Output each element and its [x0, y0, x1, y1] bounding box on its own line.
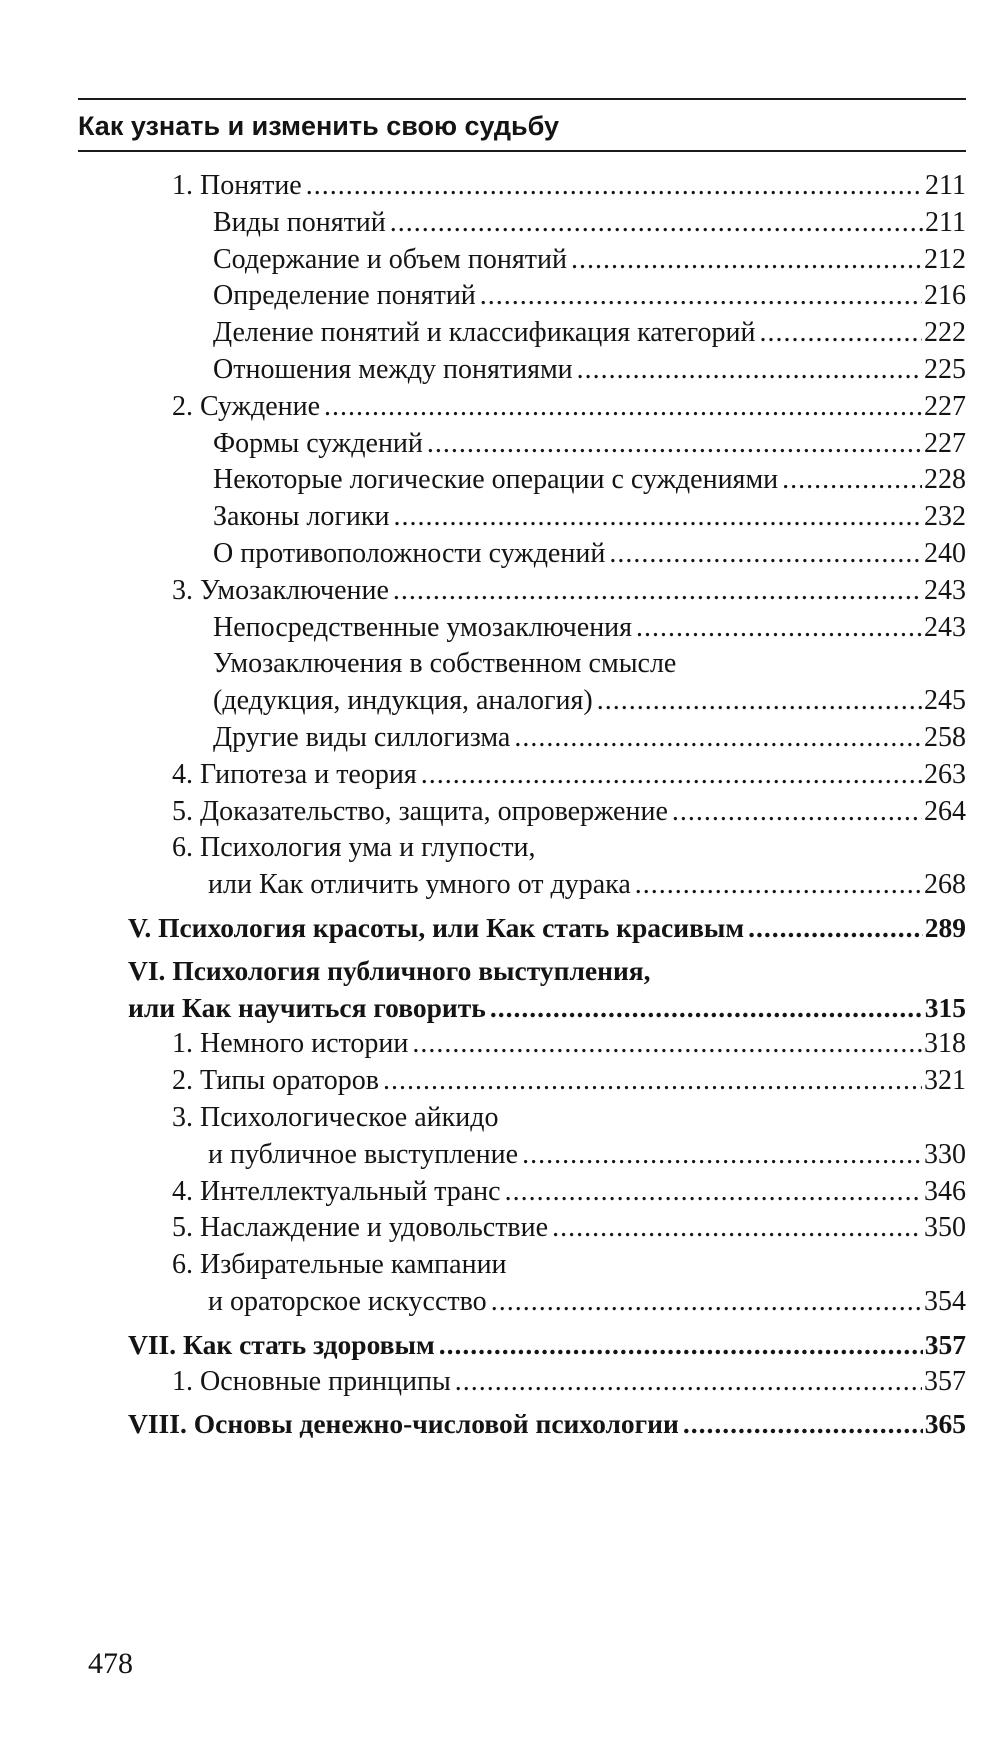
toc-entry-text: О противоположности суждений [213, 538, 606, 569]
toc-entry-title [213, 720, 514, 756]
toc-entry-title [213, 352, 577, 388]
toc-entry-title [208, 867, 635, 903]
running-head: Как узнать и изменить свою судьбу [78, 111, 559, 141]
toc-entry-page: 222 [924, 317, 966, 349]
dot-leader [383, 1063, 922, 1099]
toc-entry-number: 1. [172, 1028, 200, 1060]
toc-entry-title [172, 794, 672, 830]
dot-leader [552, 1210, 922, 1246]
toc-entry-page: 346 [924, 1175, 966, 1207]
toc-entry [172, 1210, 966, 1246]
toc-entry-text: Деление понятий и классификация категорий [213, 317, 756, 349]
toc-entry-page: 354 [924, 1286, 966, 1317]
toc-entry-page: 211 [925, 206, 966, 238]
toc-entry [213, 462, 966, 498]
toc-entry-number: 3. [172, 1102, 200, 1133]
toc-entry-number: 3. [172, 574, 200, 606]
toc-entry-text: Основные принципы [200, 1365, 451, 1397]
toc-entry-title [213, 242, 571, 278]
toc-entry-page: 211 [925, 170, 966, 201]
dot-leader [393, 499, 922, 535]
toc-entry-text: и ораторское искусство [208, 1286, 487, 1317]
toc-entry-text: Понятие [200, 170, 302, 201]
toc-entry-page: 225 [924, 354, 966, 385]
toc-entry-text: Как стать здоровым [183, 1328, 435, 1360]
toc-entry-title [172, 1210, 552, 1246]
toc-entry-text: Формы суждений [213, 427, 423, 459]
toc-entry [128, 990, 966, 1026]
toc-entry-text: и публичное выступление [208, 1138, 519, 1170]
toc-entry-text: Немного истории [200, 1028, 409, 1060]
toc-entry [172, 168, 966, 204]
dot-leader [609, 536, 922, 572]
dot-leader [782, 462, 922, 498]
toc-entry-text: Определение понятий [213, 280, 476, 312]
toc-entry-text: Суждение [200, 390, 321, 422]
dot-leader [306, 168, 923, 204]
dot-leader [672, 794, 922, 830]
toc-entry-page: 365 [924, 1408, 966, 1440]
toc-entry-page: 330 [924, 1138, 966, 1170]
toc-entry-number: V. [128, 912, 159, 943]
toc-entry-title: Психологическое айкидо [200, 1102, 499, 1133]
toc-entry [213, 352, 966, 388]
toc-entry [213, 683, 966, 719]
toc-entry-text: Типы ораторов [200, 1065, 379, 1097]
toc-entry-page: 315 [924, 991, 966, 1023]
toc-entry [172, 1026, 966, 1062]
toc-entry [172, 389, 966, 425]
toc-entry [213, 315, 966, 351]
dot-leader [748, 910, 923, 946]
toc-entry-page: 263 [924, 758, 966, 790]
toc-entry [128, 910, 966, 946]
toc-entry-page: 243 [924, 611, 966, 643]
toc-entry-number: 5. [172, 795, 200, 827]
dot-leader [597, 683, 922, 719]
toc-entry-line [128, 953, 651, 989]
dot-leader [324, 389, 922, 425]
toc-entry [172, 1174, 966, 1210]
toc-entry [213, 720, 966, 756]
toc-entry-title [213, 683, 597, 719]
toc-entry-text: Виды понятий [213, 206, 386, 238]
toc-entry-text: Некоторые логические операции с суждениями [213, 464, 779, 496]
toc-entry-page: 264 [924, 795, 966, 827]
toc-entry-text: Гипотеза и теория [200, 758, 417, 790]
toc-entry-title [128, 1406, 683, 1442]
toc-entry-title: Психология публичного выступления, [172, 954, 651, 986]
toc-entry [208, 1137, 966, 1173]
toc-entry [128, 1327, 966, 1363]
toc-entry-number: 4. [172, 1175, 200, 1207]
toc-entry-number: 2. [172, 390, 200, 422]
toc-entry-title: Умозаключения в собственном смысле [213, 648, 677, 680]
toc-entry-text: Доказательство, защита, опровержение [200, 795, 668, 827]
toc-entry-page: 243 [924, 574, 966, 606]
toc-entry-number: 5. [172, 1212, 200, 1244]
toc-entry-text: Психология красоты, или Как стать красивым [158, 912, 745, 943]
dot-leader [455, 1364, 922, 1400]
dot-leader [427, 426, 922, 462]
dot-leader [490, 990, 923, 1026]
toc-entry-text: Законы логики [213, 501, 390, 533]
toc-entry-title [213, 278, 480, 314]
toc-entry [172, 1063, 966, 1099]
toc-entry-page: 357 [924, 1328, 966, 1360]
toc-entry-title [128, 990, 490, 1026]
toc-entry-text: Другие виды силлогизма [213, 722, 511, 753]
toc-entry-title [172, 573, 393, 609]
dot-leader [514, 720, 922, 756]
toc-entry-page: 350 [924, 1212, 966, 1244]
toc-entry-title [172, 1026, 412, 1062]
toc-entry-title [213, 462, 782, 498]
dot-leader [683, 1406, 923, 1442]
toc-entry-text: Непосредственные умозаключения [213, 611, 633, 643]
toc-entry-text: Отношения между понятиями [213, 354, 573, 385]
toc-entry [213, 610, 966, 646]
toc-entry-number: 6. [172, 1249, 200, 1281]
toc-entry [172, 794, 966, 830]
toc-entry-page: 227 [924, 427, 966, 459]
toc-entry-page: 289 [924, 912, 966, 943]
toc-entry [213, 536, 966, 572]
dot-leader [635, 867, 922, 903]
toc-entry-page: 268 [924, 869, 966, 901]
toc-entry-title [213, 499, 393, 535]
toc-entry-title [213, 315, 759, 351]
toc-entry-title [172, 1063, 383, 1099]
toc-entry-title [208, 1137, 522, 1173]
page-number: 478 [88, 1647, 133, 1680]
dot-leader [412, 1026, 922, 1062]
toc-entry [172, 1364, 966, 1400]
toc-entry-page: 318 [924, 1028, 966, 1060]
toc-entry-number: 1. [172, 1365, 200, 1397]
toc-entry-title [172, 168, 306, 204]
toc-entry [208, 1284, 966, 1320]
toc-entry-page: 216 [924, 280, 966, 312]
toc-entry-title [213, 205, 390, 241]
toc-entry [208, 867, 966, 903]
toc-entry-page: 245 [924, 685, 966, 717]
toc-entry-page: 258 [924, 722, 966, 753]
dot-leader [505, 1174, 922, 1210]
dot-leader [577, 352, 922, 388]
toc-entry-number: VIII. [128, 1408, 194, 1440]
toc-entry-page: 212 [924, 243, 966, 275]
toc-entry-title [213, 426, 427, 462]
toc-entry [213, 242, 966, 278]
toc-entry-text: Умозаключение [200, 574, 389, 606]
toc-entry-text: или Как научиться говорить [128, 991, 486, 1023]
dot-leader [759, 315, 922, 351]
dot-leader [480, 278, 922, 314]
toc-entry [172, 757, 966, 793]
toc-entry-text: Наслаждение и удовольствие [200, 1212, 549, 1244]
toc-entry-line [172, 1100, 498, 1136]
toc-entry-line [213, 646, 676, 682]
toc-entry-line [172, 1247, 507, 1283]
toc-entry [213, 205, 966, 241]
toc-entry [213, 499, 966, 535]
toc-entry-title [172, 1364, 455, 1400]
toc-entry-page: 227 [924, 390, 966, 422]
toc-entry-text: Интеллектуальный транс [200, 1175, 501, 1207]
dot-leader [491, 1284, 922, 1320]
dot-leader [571, 242, 922, 278]
dot-leader [439, 1327, 923, 1363]
toc-entry-text: Основы денежно-числовой психологии [193, 1408, 679, 1440]
toc-entry-title [213, 610, 636, 646]
toc-entry [128, 1406, 966, 1442]
toc-entry-title [128, 1327, 439, 1363]
dot-leader [393, 573, 922, 609]
dot-leader [421, 757, 922, 793]
toc-entry-number: 4. [172, 758, 200, 790]
toc-entry-text: Содержание и объем понятий [213, 243, 567, 275]
toc-entry-number: VII. [128, 1328, 184, 1360]
toc-entry-title: Психология ума и глупости, [200, 832, 536, 864]
toc-entry-title [128, 910, 748, 946]
toc-entry-text: (дедукция, индукция, аналогия) [213, 685, 593, 717]
toc-entry-number: VI. [128, 954, 173, 986]
toc-entry-page: 357 [924, 1365, 966, 1397]
toc-entry-line [172, 830, 535, 866]
toc-entry-number: 1. [172, 170, 200, 201]
toc-entry-title [172, 757, 421, 793]
toc-entry-title: Избирательные кампании [200, 1249, 507, 1281]
dot-leader [636, 610, 922, 646]
toc-entry-title [172, 1174, 505, 1210]
toc-entry-page: 232 [924, 501, 966, 533]
toc-entry-number: 2. [172, 1065, 200, 1097]
toc-entry-title [208, 1284, 491, 1320]
dot-leader [522, 1137, 922, 1173]
toc-entry-number: 6. [172, 832, 200, 864]
toc-entry-title [172, 389, 324, 425]
dot-leader [390, 205, 923, 241]
toc-entry-title [213, 536, 609, 572]
toc-entry [213, 426, 966, 462]
toc-entry [213, 278, 966, 314]
toc-entry-page: 240 [924, 538, 966, 569]
toc-entry-page: 228 [924, 464, 966, 496]
toc-entry [172, 573, 966, 609]
toc-entry-text: или Как отличить умного от дурака [208, 869, 631, 901]
toc-entry-page: 321 [924, 1065, 966, 1097]
